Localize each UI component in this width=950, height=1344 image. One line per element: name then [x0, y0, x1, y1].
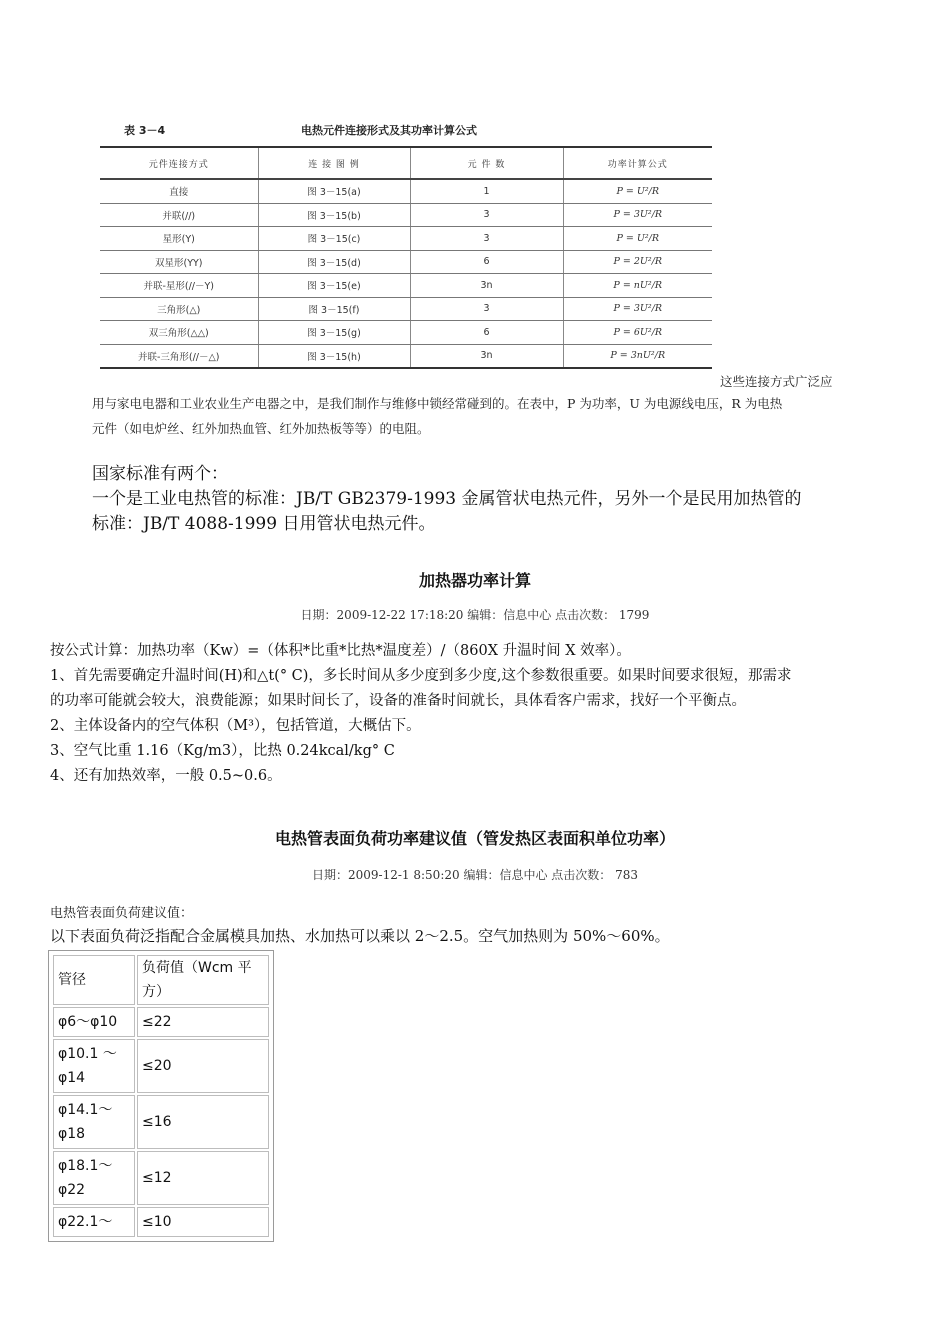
- table-cell: P = 3nU²/R: [563, 344, 712, 368]
- article2-subtitle: 电热管表面负荷建议值：: [50, 906, 194, 921]
- table-cell: P = 3U²/R: [563, 203, 712, 227]
- standards-line-1: 国家标准有两个：: [92, 464, 228, 484]
- table-cell: ≤16: [137, 1095, 269, 1149]
- connection-table: [100, 146, 712, 369]
- table-cell: 3: [410, 227, 563, 251]
- table-cell: 图 3－15(h): [258, 344, 410, 368]
- table-row: [100, 274, 712, 298]
- table-row: [100, 227, 712, 251]
- table-row: [53, 1151, 269, 1205]
- table-cell: 图 3－15(g): [258, 321, 410, 345]
- table-row: [100, 250, 712, 274]
- table-cell: P = nU²/R: [563, 274, 712, 298]
- table-cell: φ22.1～: [53, 1207, 135, 1237]
- table-cell: ≤12: [137, 1151, 269, 1205]
- header-cell: 连 接 图 例: [258, 147, 410, 179]
- article2-description: 以下表面负荷泛指配合金属模具加热、水加热可以乘以 2～2.5。空气加热则为 50%～60%。: [50, 927, 670, 945]
- table-cell: 并联(//): [100, 203, 258, 227]
- article1-meta: 日期：2009-12-22 17:18:20 编辑：信息中心 点击次数： 1799: [300, 608, 650, 622]
- table-cell: ≤20: [137, 1039, 269, 1093]
- table-cell: 图 3－15(a): [258, 179, 410, 203]
- intro-line-3: 元件（如电炉丝、红外加热血管、红外加热板等等）的电阻。: [92, 421, 430, 436]
- table-cell: 6: [410, 250, 563, 274]
- scanned-table-image: [96, 112, 720, 380]
- table-cell: 直接: [100, 179, 258, 203]
- surface-load-table: [48, 950, 274, 1242]
- article1-line: 1、首先需要确定升温时间(H)和△t(° C)，多长时间从多少度到多少度,这个参数很重要。如果时间要求很短，那需求: [50, 668, 792, 684]
- table-cell: φ6～φ10: [53, 1007, 135, 1037]
- table-cell: 3n: [410, 344, 563, 368]
- table-cell: 3: [410, 203, 563, 227]
- table-cell: φ14.1～φ18: [53, 1095, 135, 1149]
- table-cell: ≤22: [137, 1007, 269, 1037]
- table-header-row: [100, 147, 712, 179]
- article2-meta: 日期：2009-12-1 8:50:20 编辑：信息中心 点击次数： 783: [312, 868, 638, 882]
- standards-line-3: 标准：JB/T 4088-1999 日用管状电热元件。: [92, 514, 436, 534]
- table-cell: 3n: [410, 274, 563, 298]
- table-cell: P = 6U²/R: [563, 321, 712, 345]
- table-cell: ≤10: [137, 1207, 269, 1237]
- table-cell: 6: [410, 321, 563, 345]
- table-cell: P = U²/R: [563, 227, 712, 251]
- header-cell: 元 件 数: [410, 147, 563, 179]
- article1-line: 的功率可能就会较大，浪费能源；如果时间长了，设备的准备时间就长，具体看客户需求，找好一个平衡点。: [50, 693, 746, 709]
- table-row: [100, 321, 712, 345]
- table-row: [53, 1095, 269, 1149]
- table-cell: 图 3－15(c): [258, 227, 410, 251]
- scan-table-title: 电热元件连接形式及其功率计算公式: [301, 124, 477, 137]
- article1-title: 加热器功率计算: [418, 571, 531, 590]
- table-row: [100, 203, 712, 227]
- article1-line: 4、还有加热效率，一般 0.5~0.6。: [50, 768, 282, 784]
- table-cell: φ18.1～φ22: [53, 1151, 135, 1205]
- table-cell: 1: [410, 179, 563, 203]
- table-cell: 并联-三角形(//－△): [100, 344, 258, 368]
- table-row: [100, 297, 712, 321]
- table-row: [53, 1007, 269, 1037]
- table-cell: 图 3－15(d): [258, 250, 410, 274]
- table-cell: 图 3－15(b): [258, 203, 410, 227]
- table-cell: φ10.1 ～φ14: [53, 1039, 135, 1093]
- table-cell: 图 3－15(f): [258, 297, 410, 321]
- header-cell: 负荷值（Wcm 平方）: [137, 955, 269, 1005]
- table-cell: 3: [410, 297, 563, 321]
- table-cell: P = 3U²/R: [563, 297, 712, 321]
- article1-line: 按公式计算：加热功率（Kw）=（体积*比重*比热*温度差）/（860X 升温时间 X 效率）。: [50, 643, 631, 659]
- table-row: [53, 1039, 269, 1093]
- standards-line-2: 一个是工业电热管的标准：JB/T GB2379-1993 金属管状电热元件，另外一个是民用加热管的: [92, 489, 802, 509]
- table-cell: 并联-星形(//－Y): [100, 274, 258, 298]
- table-cell: P = 2U²/R: [563, 250, 712, 274]
- table-cell: 图 3－15(e): [258, 274, 410, 298]
- table-header-row: [53, 955, 269, 1005]
- article1-line: 2、主体设备内的空气体积（M³），包括管道，大概估下。: [50, 718, 421, 734]
- article2-title: 电热管表面负荷功率建议值（管发热区表面积单位功率）: [274, 829, 675, 848]
- table-cell: 星形(Y): [100, 227, 258, 251]
- header-cell: 功率计算公式: [563, 147, 712, 179]
- intro-line-1: 这些连接方式广泛应: [720, 374, 833, 389]
- table-cell: 双星形(YY): [100, 250, 258, 274]
- table-cell: P = U²/R: [563, 179, 712, 203]
- article1-line: 3、空气比重 1.16（Kg/m3），比热 0.24kcal/kg° C: [50, 743, 395, 759]
- scan-table-label: 表 3－4: [124, 124, 166, 137]
- table-row: [100, 179, 712, 203]
- header-cell: 管径: [53, 955, 135, 1005]
- header-cell: 元件连接方式: [100, 147, 258, 179]
- intro-line-2: 用与家电电器和工业农业生产电器之中，是我们制作与维修中锁经常碰到的。在表中，P 为功率，U 为电源线电压，R 为电热: [92, 396, 783, 411]
- table-cell: 三角形(△): [100, 297, 258, 321]
- table-row: [53, 1207, 269, 1237]
- table-cell: 双三角形(△△): [100, 321, 258, 345]
- table-row: [100, 344, 712, 368]
